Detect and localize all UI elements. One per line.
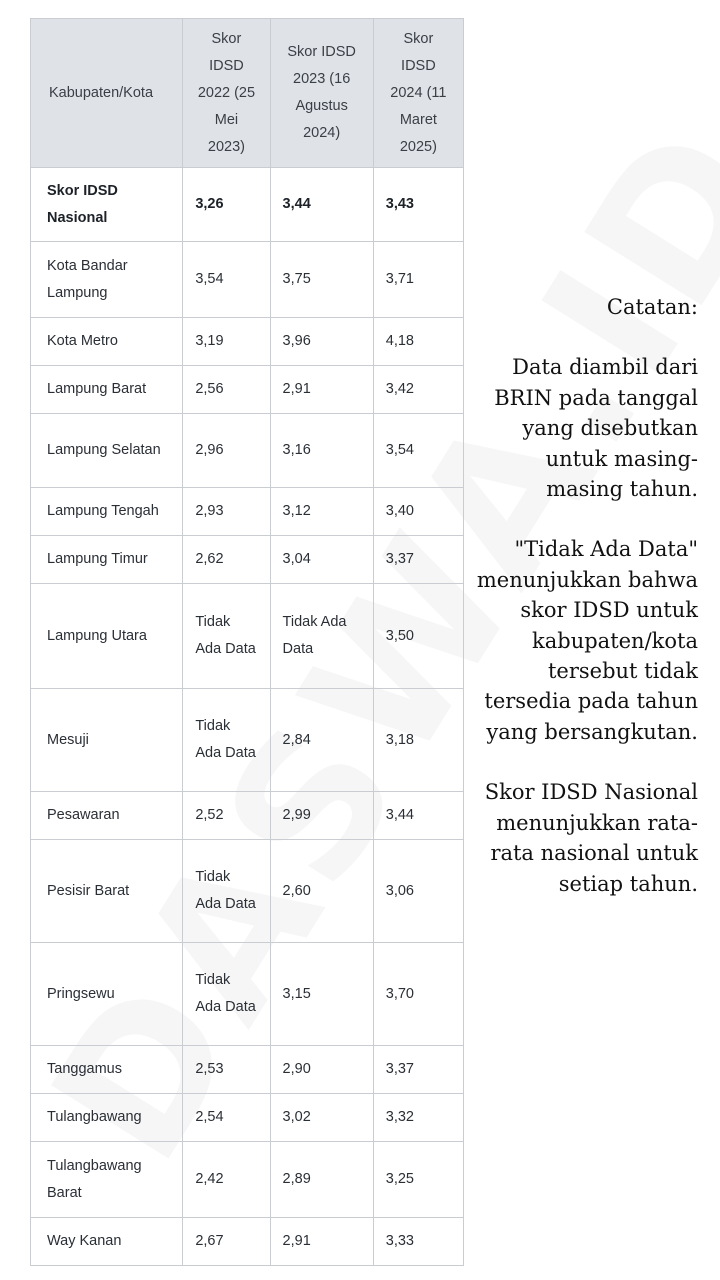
- cell-skor-2023: 2,99: [270, 792, 373, 840]
- cell-skor-2023: 3,44: [270, 168, 373, 242]
- cell-skor-2023: 3,96: [270, 318, 373, 366]
- cell-skor-2022: 3,19: [183, 318, 270, 366]
- cell-skor-2022: 2,42: [183, 1142, 270, 1218]
- cell-skor-2022: 3,54: [183, 242, 270, 318]
- idsd-score-table: [30, 18, 464, 1266]
- cell-kabupaten-kota: Kota Metro: [31, 318, 183, 366]
- cell-skor-2024: 3,50: [373, 584, 463, 689]
- cell-skor-2024: 3,32: [373, 1094, 463, 1142]
- cell-skor-2024: 3,54: [373, 414, 463, 488]
- cell-kabupaten-kota: Skor IDSD Nasional: [31, 168, 183, 242]
- note-paragraph-national: Skor IDSD Nasional menunjukkan rata-rata nasional untuk setiap tahun.: [484, 780, 698, 896]
- cell-kabupaten-kota: Pesisir Barat: [31, 840, 183, 943]
- cell-skor-2023: 2,91: [270, 1218, 373, 1266]
- table-row: [31, 1094, 464, 1142]
- cell-skor-2022: Tidak Ada Data: [183, 840, 270, 943]
- cell-skor-2022: 2,52: [183, 792, 270, 840]
- note-paragraph-source: Data diambil dari BRIN pada tanggal yang disebutkan untuk masing-masing tahun.: [494, 355, 698, 502]
- cell-kabupaten-kota: Lampung Tengah: [31, 488, 183, 536]
- cell-kabupaten-kota: Tanggamus: [31, 1046, 183, 1094]
- table-row: [31, 414, 464, 488]
- cell-skor-2023: 3,16: [270, 414, 373, 488]
- cell-skor-2022: 3,26: [183, 168, 270, 242]
- cell-skor-2024: 3,42: [373, 366, 463, 414]
- cell-skor-2022: 2,56: [183, 366, 270, 414]
- cell-kabupaten-kota: Tulangbawang: [31, 1094, 183, 1142]
- cell-skor-2023: 3,04: [270, 536, 373, 584]
- cell-skor-2022: 2,62: [183, 536, 270, 584]
- cell-kabupaten-kota: Lampung Utara: [31, 584, 183, 689]
- cell-skor-2024: 3,44: [373, 792, 463, 840]
- cell-skor-2022: 2,96: [183, 414, 270, 488]
- table-row: [31, 318, 464, 366]
- cell-skor-2024: 4,18: [373, 318, 463, 366]
- table-row: [31, 584, 464, 689]
- cell-skor-2024: 3,70: [373, 943, 463, 1046]
- table-row: [31, 792, 464, 840]
- cell-skor-2024: 3,25: [373, 1142, 463, 1218]
- cell-skor-2024: 3,43: [373, 168, 463, 242]
- cell-skor-2023: 3,12: [270, 488, 373, 536]
- header-skor-2022: Skor IDSD 2022 (25 Mei 2023): [183, 19, 270, 168]
- cell-kabupaten-kota: Lampung Barat: [31, 366, 183, 414]
- table-row: [31, 1218, 464, 1266]
- cell-skor-2022: Tidak Ada Data: [183, 943, 270, 1046]
- cell-skor-2023: Tidak Ada Data: [270, 584, 373, 689]
- cell-skor-2023: 2,90: [270, 1046, 373, 1094]
- cell-skor-2024: 3,37: [373, 1046, 463, 1094]
- cell-kabupaten-kota: Lampung Selatan: [31, 414, 183, 488]
- cell-kabupaten-kota: Pringsewu: [31, 943, 183, 1046]
- cell-skor-2022: 2,53: [183, 1046, 270, 1094]
- cell-kabupaten-kota: Way Kanan: [31, 1218, 183, 1266]
- note-paragraph-no-data: "Tidak Ada Data" menunjukkan bahwa skor IDSD untuk kabupaten/kota tersebut tidak tersedia pada tahun yang bersangkutan.: [476, 537, 698, 744]
- cell-kabupaten-kota: Kota Bandar Lampung: [31, 242, 183, 318]
- header-skor-2023: Skor IDSD 2023 (16 Agustus 2024): [270, 19, 373, 168]
- table-row: [31, 488, 464, 536]
- cell-kabupaten-kota: Mesuji: [31, 689, 183, 792]
- cell-skor-2024: 3,71: [373, 242, 463, 318]
- table-row: [31, 840, 464, 943]
- cell-skor-2024: 3,06: [373, 840, 463, 943]
- cell-skor-2023: 2,60: [270, 840, 373, 943]
- cell-skor-2022: Tidak Ada Data: [183, 689, 270, 792]
- cell-kabupaten-kota: Tulangbawang Barat: [31, 1142, 183, 1218]
- cell-skor-2023: 3,75: [270, 242, 373, 318]
- table-row: [31, 943, 464, 1046]
- notes-title: Catatan:: [606, 295, 698, 319]
- cell-skor-2022: 2,67: [183, 1218, 270, 1266]
- table-row: [31, 242, 464, 318]
- idsd-score-table-container: [30, 18, 464, 1266]
- cell-skor-2022: Tidak Ada Data: [183, 584, 270, 689]
- table-row: [31, 1046, 464, 1094]
- cell-skor-2023: 2,84: [270, 689, 373, 792]
- cell-kabupaten-kota: Pesawaran: [31, 792, 183, 840]
- table-row-nasional: [31, 168, 464, 242]
- cell-kabupaten-kota: Lampung Timur: [31, 536, 183, 584]
- table-row: [31, 689, 464, 792]
- cell-skor-2024: 3,40: [373, 488, 463, 536]
- table-row: [31, 536, 464, 584]
- table-header-row: [31, 19, 464, 168]
- cell-skor-2022: 2,93: [183, 488, 270, 536]
- header-kabupaten-kota: Kabupaten/Kota: [31, 19, 183, 168]
- table-row: [31, 366, 464, 414]
- table-body: [31, 168, 464, 1266]
- cell-skor-2023: 3,02: [270, 1094, 373, 1142]
- table-row: [31, 1142, 464, 1218]
- cell-skor-2022: 2,54: [183, 1094, 270, 1142]
- cell-skor-2024: 3,37: [373, 536, 463, 584]
- cell-skor-2023: 2,89: [270, 1142, 373, 1218]
- cell-skor-2023: 2,91: [270, 366, 373, 414]
- cell-skor-2024: 3,18: [373, 689, 463, 792]
- cell-skor-2024: 3,33: [373, 1218, 463, 1266]
- cell-skor-2023: 3,15: [270, 943, 373, 1046]
- header-skor-2024: Skor IDSD 2024 (11 Maret 2025): [373, 19, 463, 168]
- notes-panel: [476, 292, 698, 929]
